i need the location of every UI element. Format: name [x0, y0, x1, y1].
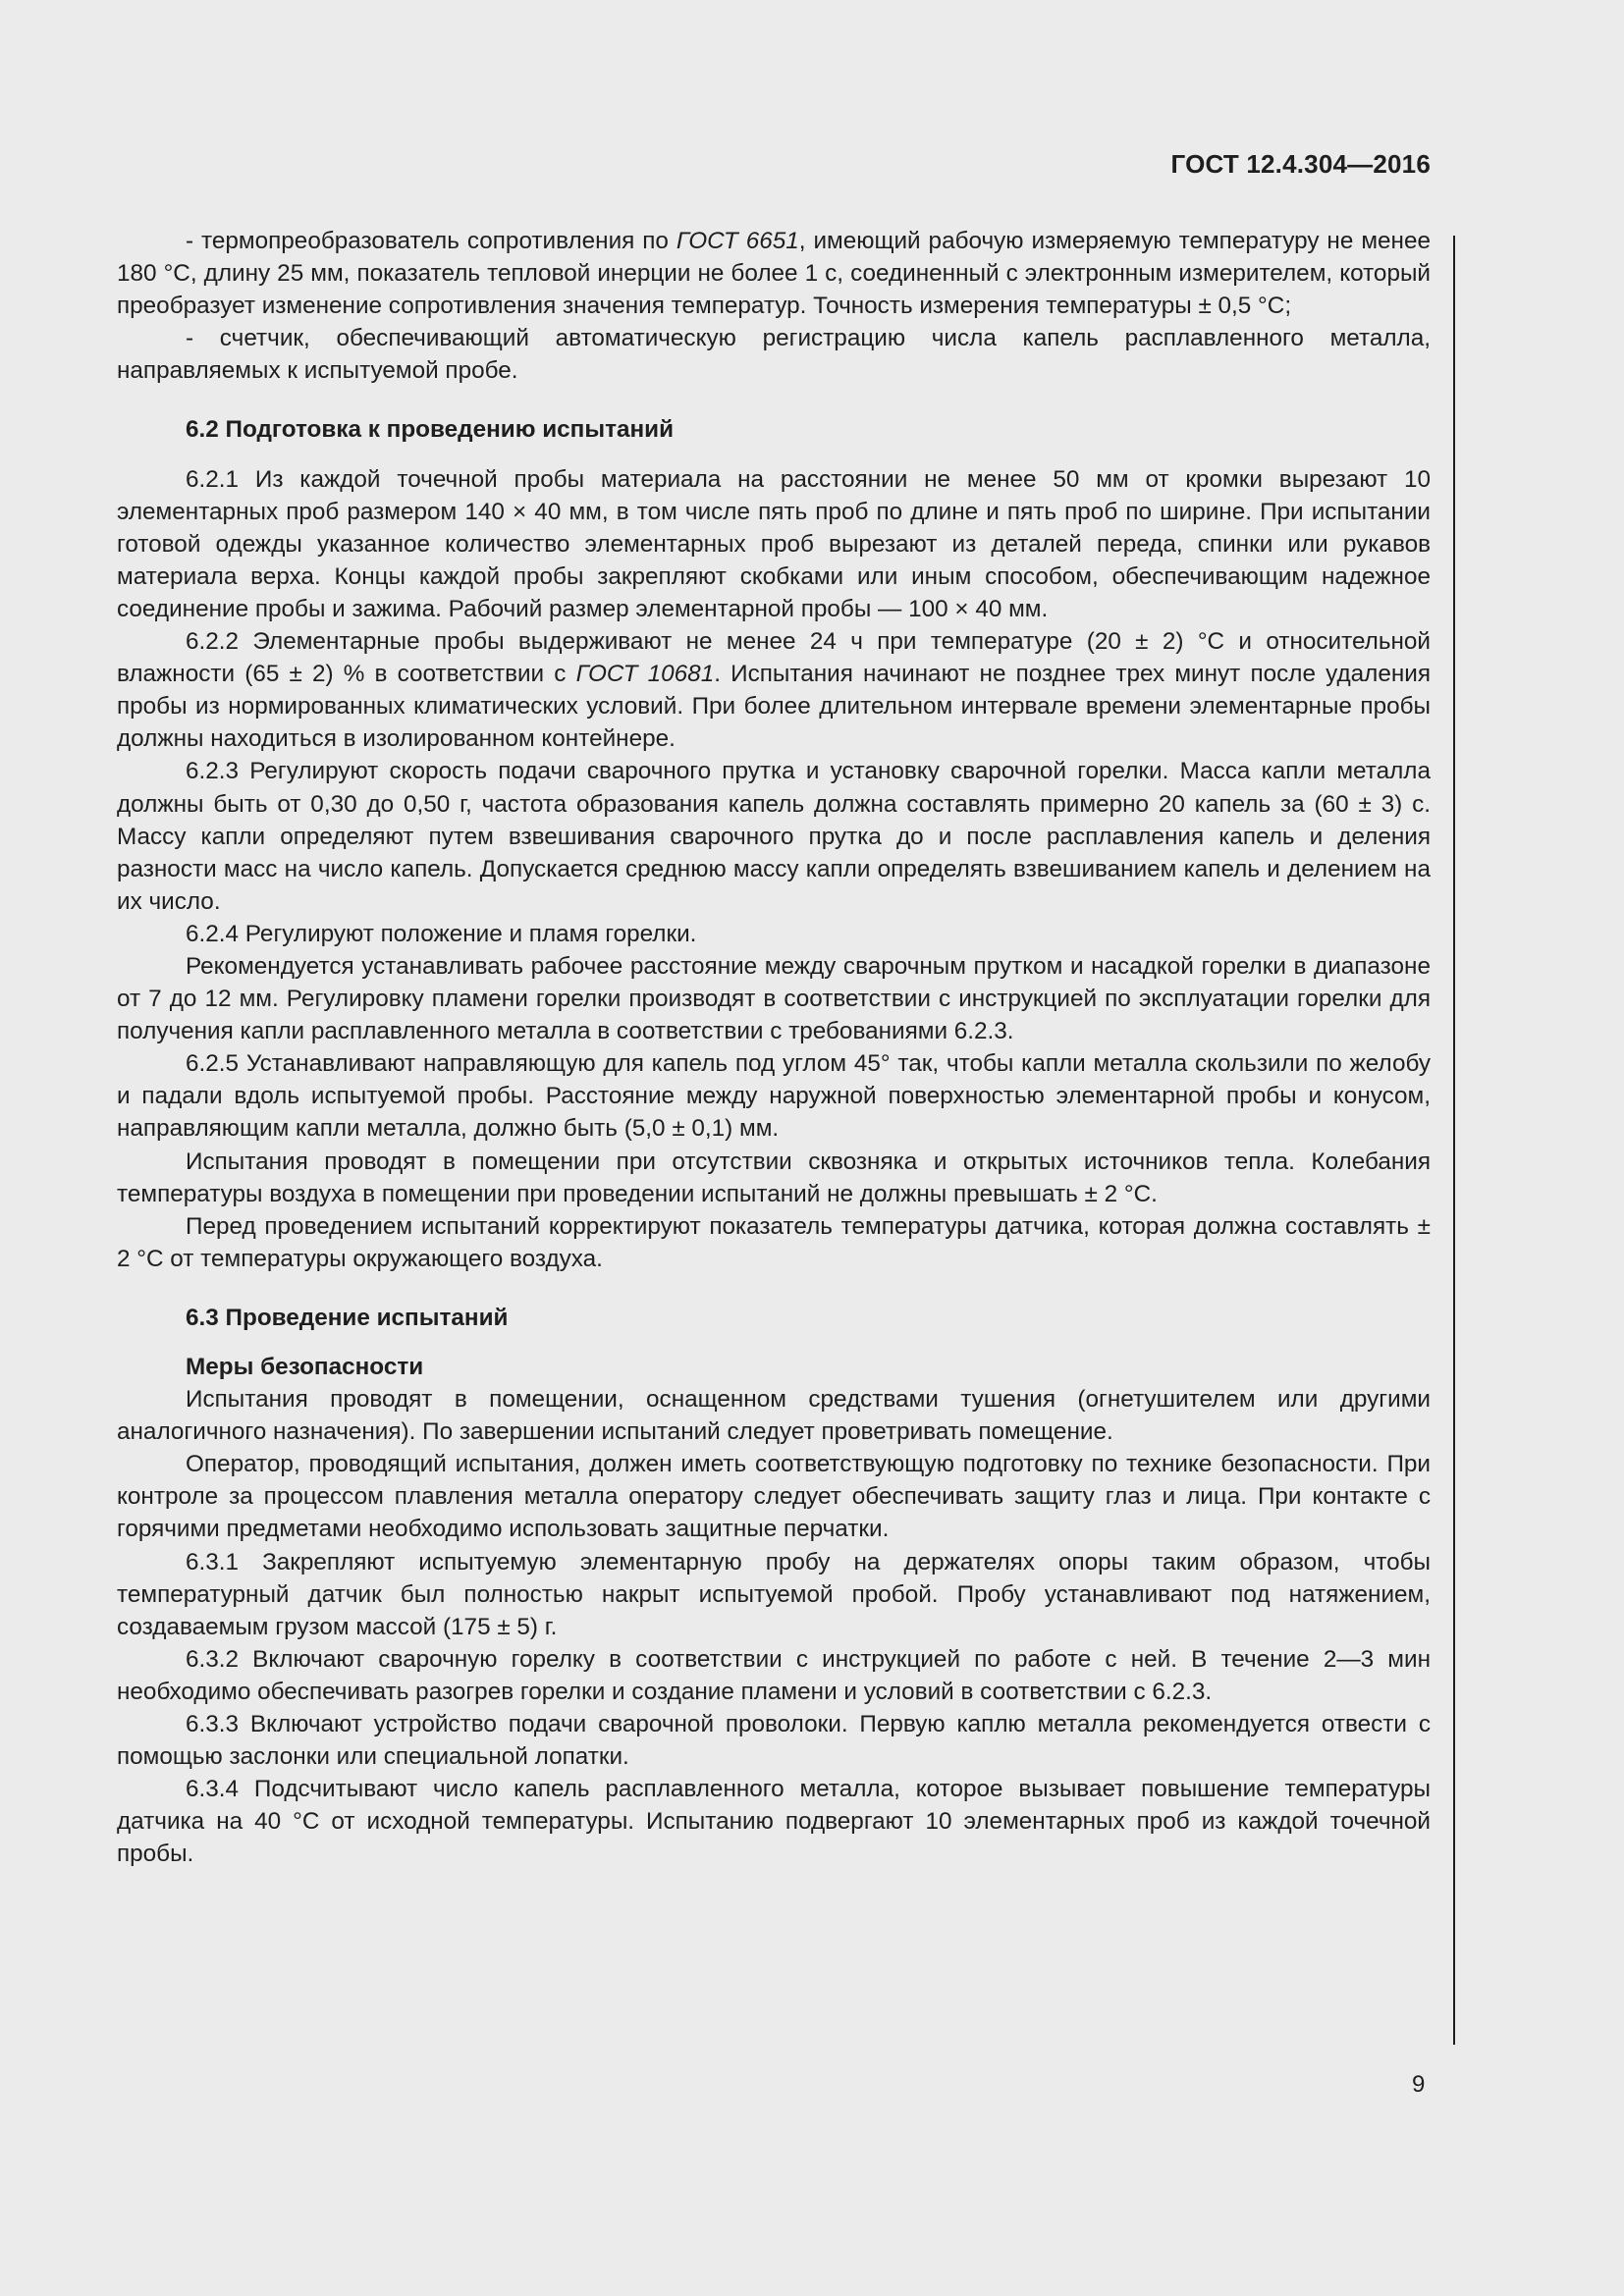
paragraph: 6.2.4 Регулируют положение и пламя горелки.	[186, 920, 697, 947]
spacer	[117, 387, 1431, 413]
paragraph: 6.3.4 Подсчитывают число капель расплавленного металла, которое вызывает повышение температуры датчика на 40 °С от исходной температуры. Испытанию подвергают 10 элементарных проб из каждой точечной пробы.	[117, 1776, 1431, 1868]
spacer	[117, 447, 1431, 463]
paragraph: Испытания проводят в помещении при отсутствии сквозняка и открытых источников тепла. Колебания температуры воздуха в помещении при проведении испытаний не должны превышать ± 2 °С.	[117, 1148, 1431, 1207]
paragraph: Перед проведением испытаний корректируют показатель температуры датчика, которая должна составлять ± 2 °С от температуры окружающего воздуха.	[117, 1212, 1431, 1272]
revision-bar	[1453, 236, 1455, 2045]
document-body	[117, 225, 1431, 1871]
paragraph: 6.2.1 Из каждой точечной пробы материала на расстоянии не менее 50 мм от кромки вырезают 10 элементарных проб размером 140 × 40 мм, в том числе пять проб по длине и пять проб по ширине. При испытании готовой одежды указанное количество элементарных проб вырезают из деталей переда, спинки или рукавов материала верха. Концы каждой пробы закрепляют скобками или иным способом, обеспечивающим надежное соединение пробы и зажима. Рабочий размер элементарной пробы — 100 × 40 мм.	[117, 465, 1431, 622]
paragraph: 6.2.3 Регулируют скорость подачи сварочного прутка и установку сварочной горелки. Масса капли металла должны быть от 0,30 до 0,50 г, частота образования капель должна составлять примерно 20 капель за (60 ± 3) с. Массу капли определяют путем взвешивания сварочного прутка до и после расплавления капель и деления разности масс на число капель. Допускается среднюю массу капли определять взвешиванием капель и делением на их число.	[117, 758, 1431, 915]
paragraph: 6.3.1 Закрепляют испытуемую элементарную пробу на держателях опоры таким образом, чтобы температурный датчик был полностью накрыт испытуемой пробой. Пробу устанавливают под натяжением, создаваемым грузом массой (175 ± 5) г.	[117, 1548, 1431, 1640]
spacer	[117, 1334, 1431, 1351]
section-heading: 6.2 Подготовка к проведению испытаний	[186, 416, 675, 444]
paragraph: 6.3.3 Включают устройство подачи сварочной проволоки. Первую каплю металла рекомендуется отвести с помощью заслонки или специальной лопатки.	[117, 1711, 1431, 1771]
paragraph: Оператор, проводящий испытания, должен иметь соответствующую подготовку по технике безопасности. При контроле за процессом плавления металла оператору следует обеспечивать защиту глаз и лица. При контакте с горячими предметами необходимо использовать защитные перчатки.	[117, 1451, 1431, 1543]
paragraph: - счетчик, обеспечивающий автоматическую регистрацию числа капель расплавленного металла, направляемых к испытуемой пробе.	[117, 325, 1431, 385]
spacer	[117, 1275, 1431, 1302]
section-heading: 6.3 Проведение испытаний	[186, 1304, 509, 1331]
section-heading: Меры безопасности	[186, 1354, 424, 1380]
paragraph: Испытания проводят в помещении, оснащенном средствами тушения (огнетушителем или другими аналогичного назначения). По завершении испытаний следует проветривать помещение.	[117, 1386, 1431, 1446]
paragraph: - термопреобразователь сопротивления по ГОСТ 6651, имеющий рабочую измеряемую температуру не менее 180 °С, длину 25 мм, показатель тепловой инерции не более 1 с, соединенный с электронным измерителем, который преобразует изменение сопротивления значения температур. Точность измерения температуры ± 0,5 °С;	[117, 228, 1431, 320]
paragraph: 6.2.5 Устанавливают направляющую для капель под углом 45° так, чтобы капли металла скользили по желобу и падали вдоль испытуемой пробы. Расстояние между наружной поверхностью элементарной пробы и конусом, направляющим капли металла, должно быть (5,0 ± 0,1) мм.	[117, 1050, 1431, 1143]
paragraph: 6.2.2 Элементарные пробы выдерживают не менее 24 ч при температуре (20 ± 2) °С и относительной влажности (65 ± 2) % в соответствии с ГОСТ 10681. Испытания начинают не позднее трех минут после удаления пробы из нормированных климатических условий. При более длительном интервале времени элементарные пробы должны находиться в изолированном контейнере.	[117, 628, 1431, 753]
paragraph: 6.3.2 Включают сварочную горелку в соответствии с инструкцией по работе с ней. В течение 2—3 мин необходимо обеспечивать разогрев горелки и создание пламени и условий в соответствии с 6.2.3.	[117, 1645, 1431, 1705]
paragraph: Рекомендуется устанавливать рабочее расстояние между сварочным прутком и насадкой горелки в диапазоне от 7 до 12 мм. Регулировку пламени горелки производят в соответствии с инструкцией по эксплуатации горелки для получения капли расплавленного металла в соответствии с требованиями 6.2.3.	[117, 952, 1431, 1045]
page-number: 9	[1412, 2071, 1426, 2098]
document-header: ГОСТ 12.4.304—2016	[1170, 149, 1431, 179]
